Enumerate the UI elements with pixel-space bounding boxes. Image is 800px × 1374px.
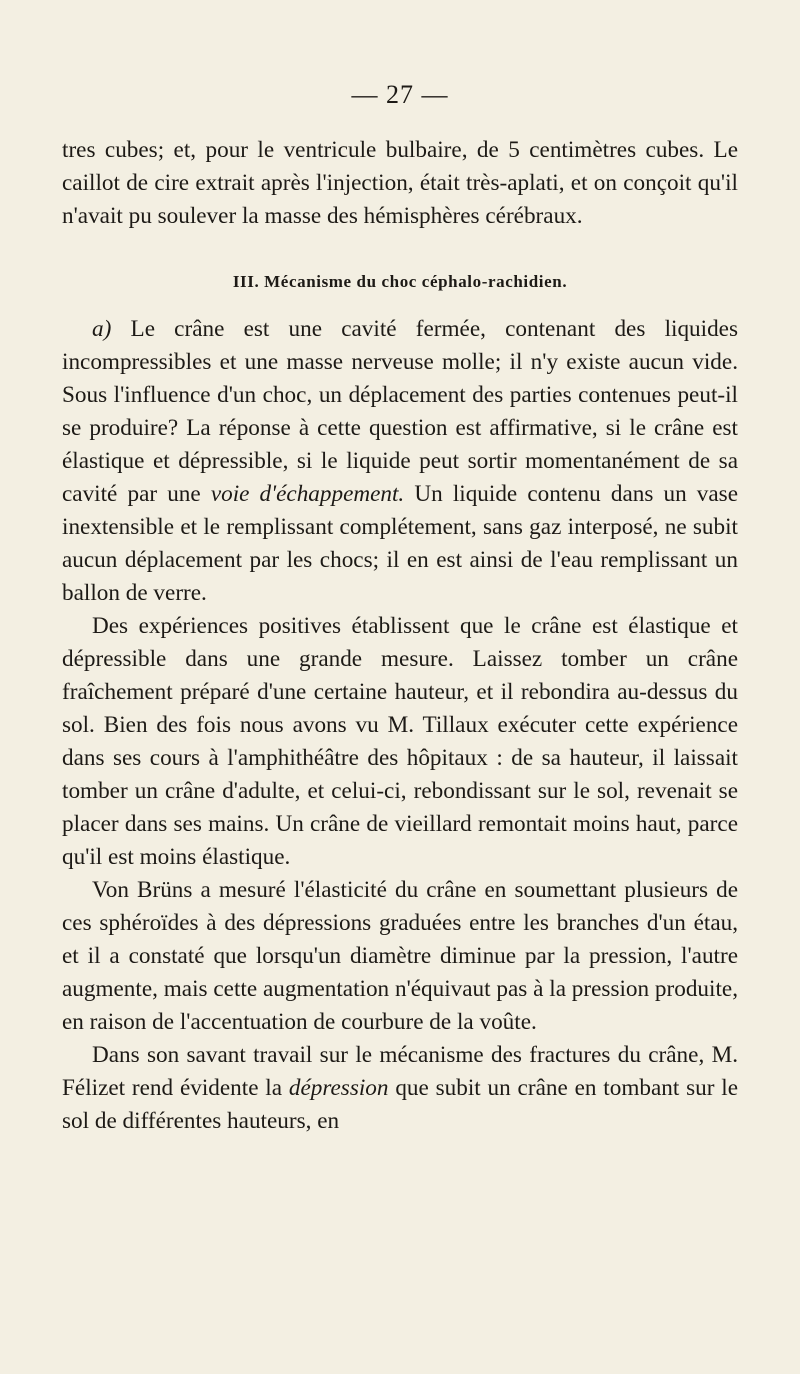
paragraph-text: que subit un crâne en tombant sur le sol de différentes hauteurs, en bbox=[62, 1075, 738, 1134]
paragraph-continuation: tres cubes; et, pour le ventricule bulbaire, de 5 centimètres cubes. Le caillot de cire extrait après l'injection, était très-aplati, et on conçoit qu'il n'avait pu soulever la masse des hémisphères cérébraux. bbox=[62, 137, 738, 229]
paragraph-text: Dans son savant travail sur le mécanisme des fractures du crâne, M. Félizet rend évidente la bbox=[62, 1042, 738, 1101]
paragraph-text: Le crâne est une cavité fermée, contenant des liquides incompressibles et une masse nerveuse molle; il n'y existe aucun vide. Sous l'influence d'un choc, un déplacement des parties contenues peut-il se produire? La réponse à cette question est affirmative, si le crâne est élastique et dépressible, si le liquide peut sortir momentanément de sa cavité par une bbox=[62, 316, 738, 507]
paragraph-text: Un liquide contenu dans un vase inextensible et le remplissant complétement, sans gaz interposé, ne subit aucun déplacement par les chocs; il en est ainsi de l'eau remplissant un ballon de verre. bbox=[62, 481, 738, 606]
paragraph-experiences: Des expériences positives établissent que le crâne est élastique et dépressible dans une grande mesure. Laissez tomber un crâne fraîchement préparé d'une certaine hauteur, et il rebondira au-dessus du sol. Bien des fois nous avons vu M. Tillaux exécuter cette expérience dans ses cours à l'amphithéâtre des hôpitaux : de sa hauteur, il laissait tomber un crâne d'adulte, et celui-ci, rebondissant sur le sol, revenait se placer dans ses mains. Un crâne de vieillard remontait moins haut, parce qu'il est moins élastique. bbox=[62, 613, 738, 870]
section-heading: III. Mécanisme du choc céphalo-rachidien. bbox=[232, 272, 568, 291]
paragraph-a bbox=[62, 313, 738, 610]
paragraph-label: a) bbox=[92, 316, 112, 342]
emphasis-text: dépression bbox=[288, 1075, 389, 1101]
paragraph-von-bruns: Von Brüns a mesuré l'élasticité du crâne en soumettant plusieurs de ces sphéroïdes à des dépressions graduées entre les branches d'un étau, et il a constaté que lorsqu'un diamètre diminue par la pression, l'autre augmente, mais cette augmentation n'équivaut pas à la pression produite, en raison de l'accentuation de courbure de la voûte. bbox=[62, 877, 738, 1035]
page-number: — 27 — bbox=[351, 80, 449, 109]
emphasis-text: voie d'échappement. bbox=[210, 481, 405, 507]
paragraph-felizet bbox=[62, 1039, 738, 1138]
